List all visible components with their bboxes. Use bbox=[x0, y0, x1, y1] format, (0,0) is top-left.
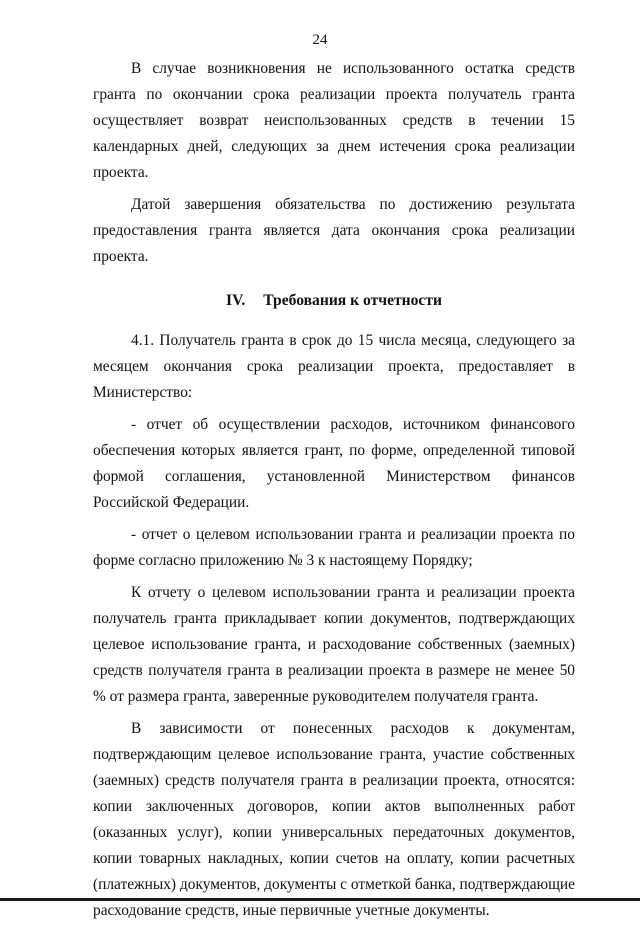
section-number: IV. bbox=[226, 292, 246, 309]
bottom-border-line bbox=[0, 898, 640, 901]
section-heading bbox=[93, 288, 575, 314]
paragraph-4-1: 4.1. Получатель гранта в срок до 15 числа месяца, следующего за месяцем окончания срока реализации проекта, предоставляет в Министерство: bbox=[93, 332, 575, 401]
section-title: Требования к отчетности bbox=[263, 292, 442, 309]
list-item-target-use-report: - отчет о целевом использовании гранта и реализации проекта по форме согласно приложению № 3 к настоящему Порядку; bbox=[93, 526, 575, 569]
list-item-expense-report: - отчет об осуществлении расходов, источником финансового обеспечения которых является грант, по форме, определенной типовой формой соглашения, установленной Министерством финансов Российской Федерации. bbox=[93, 416, 575, 511]
paragraph-unused-grant-return: В случае возникновения не использованного остатка средств гранта по окончании срока реализации проекта получатель гранта осуществляет возврат неиспользованных средств в течении 15 календарных дней, следующих за днем истечения срока реализации проекта. bbox=[93, 60, 575, 181]
paragraph-obligation-completion-date: Датой завершения обязательства по достижению результата предоставления гранта является дата окончания срока реализации проекта. bbox=[93, 196, 575, 265]
paragraph-report-attachments: К отчету о целевом использовании гранта и реализации проекта получатель гранта прикладывает копии документов, подтверждающих целевое использование гранта, и расходование собственных (заемных) средств получателя гранта в реализации проекта в размере не менее 50 % от размера гранта, заверенные руководителем получателя гранта. bbox=[93, 584, 575, 705]
page-number: 24 bbox=[312, 32, 328, 48]
paragraph-supporting-documents: В зависимости от понесенных расходов к документам, подтверждающим целевое использование гранта, участие собственных (заемных) средств получателя гранта в реализации проекта, относятся: копии заключенных договоров, копии актов выполненных работ (оказанных услуг), копии универсальных передаточных документов, копии товарных накладных, копии счетов на оплату, копии расчетных (платежных) документов, документы с отметкой банка, подтверждающие расходование средств, иные первичные учетные документы. bbox=[93, 720, 575, 919]
document-body bbox=[93, 56, 575, 930]
